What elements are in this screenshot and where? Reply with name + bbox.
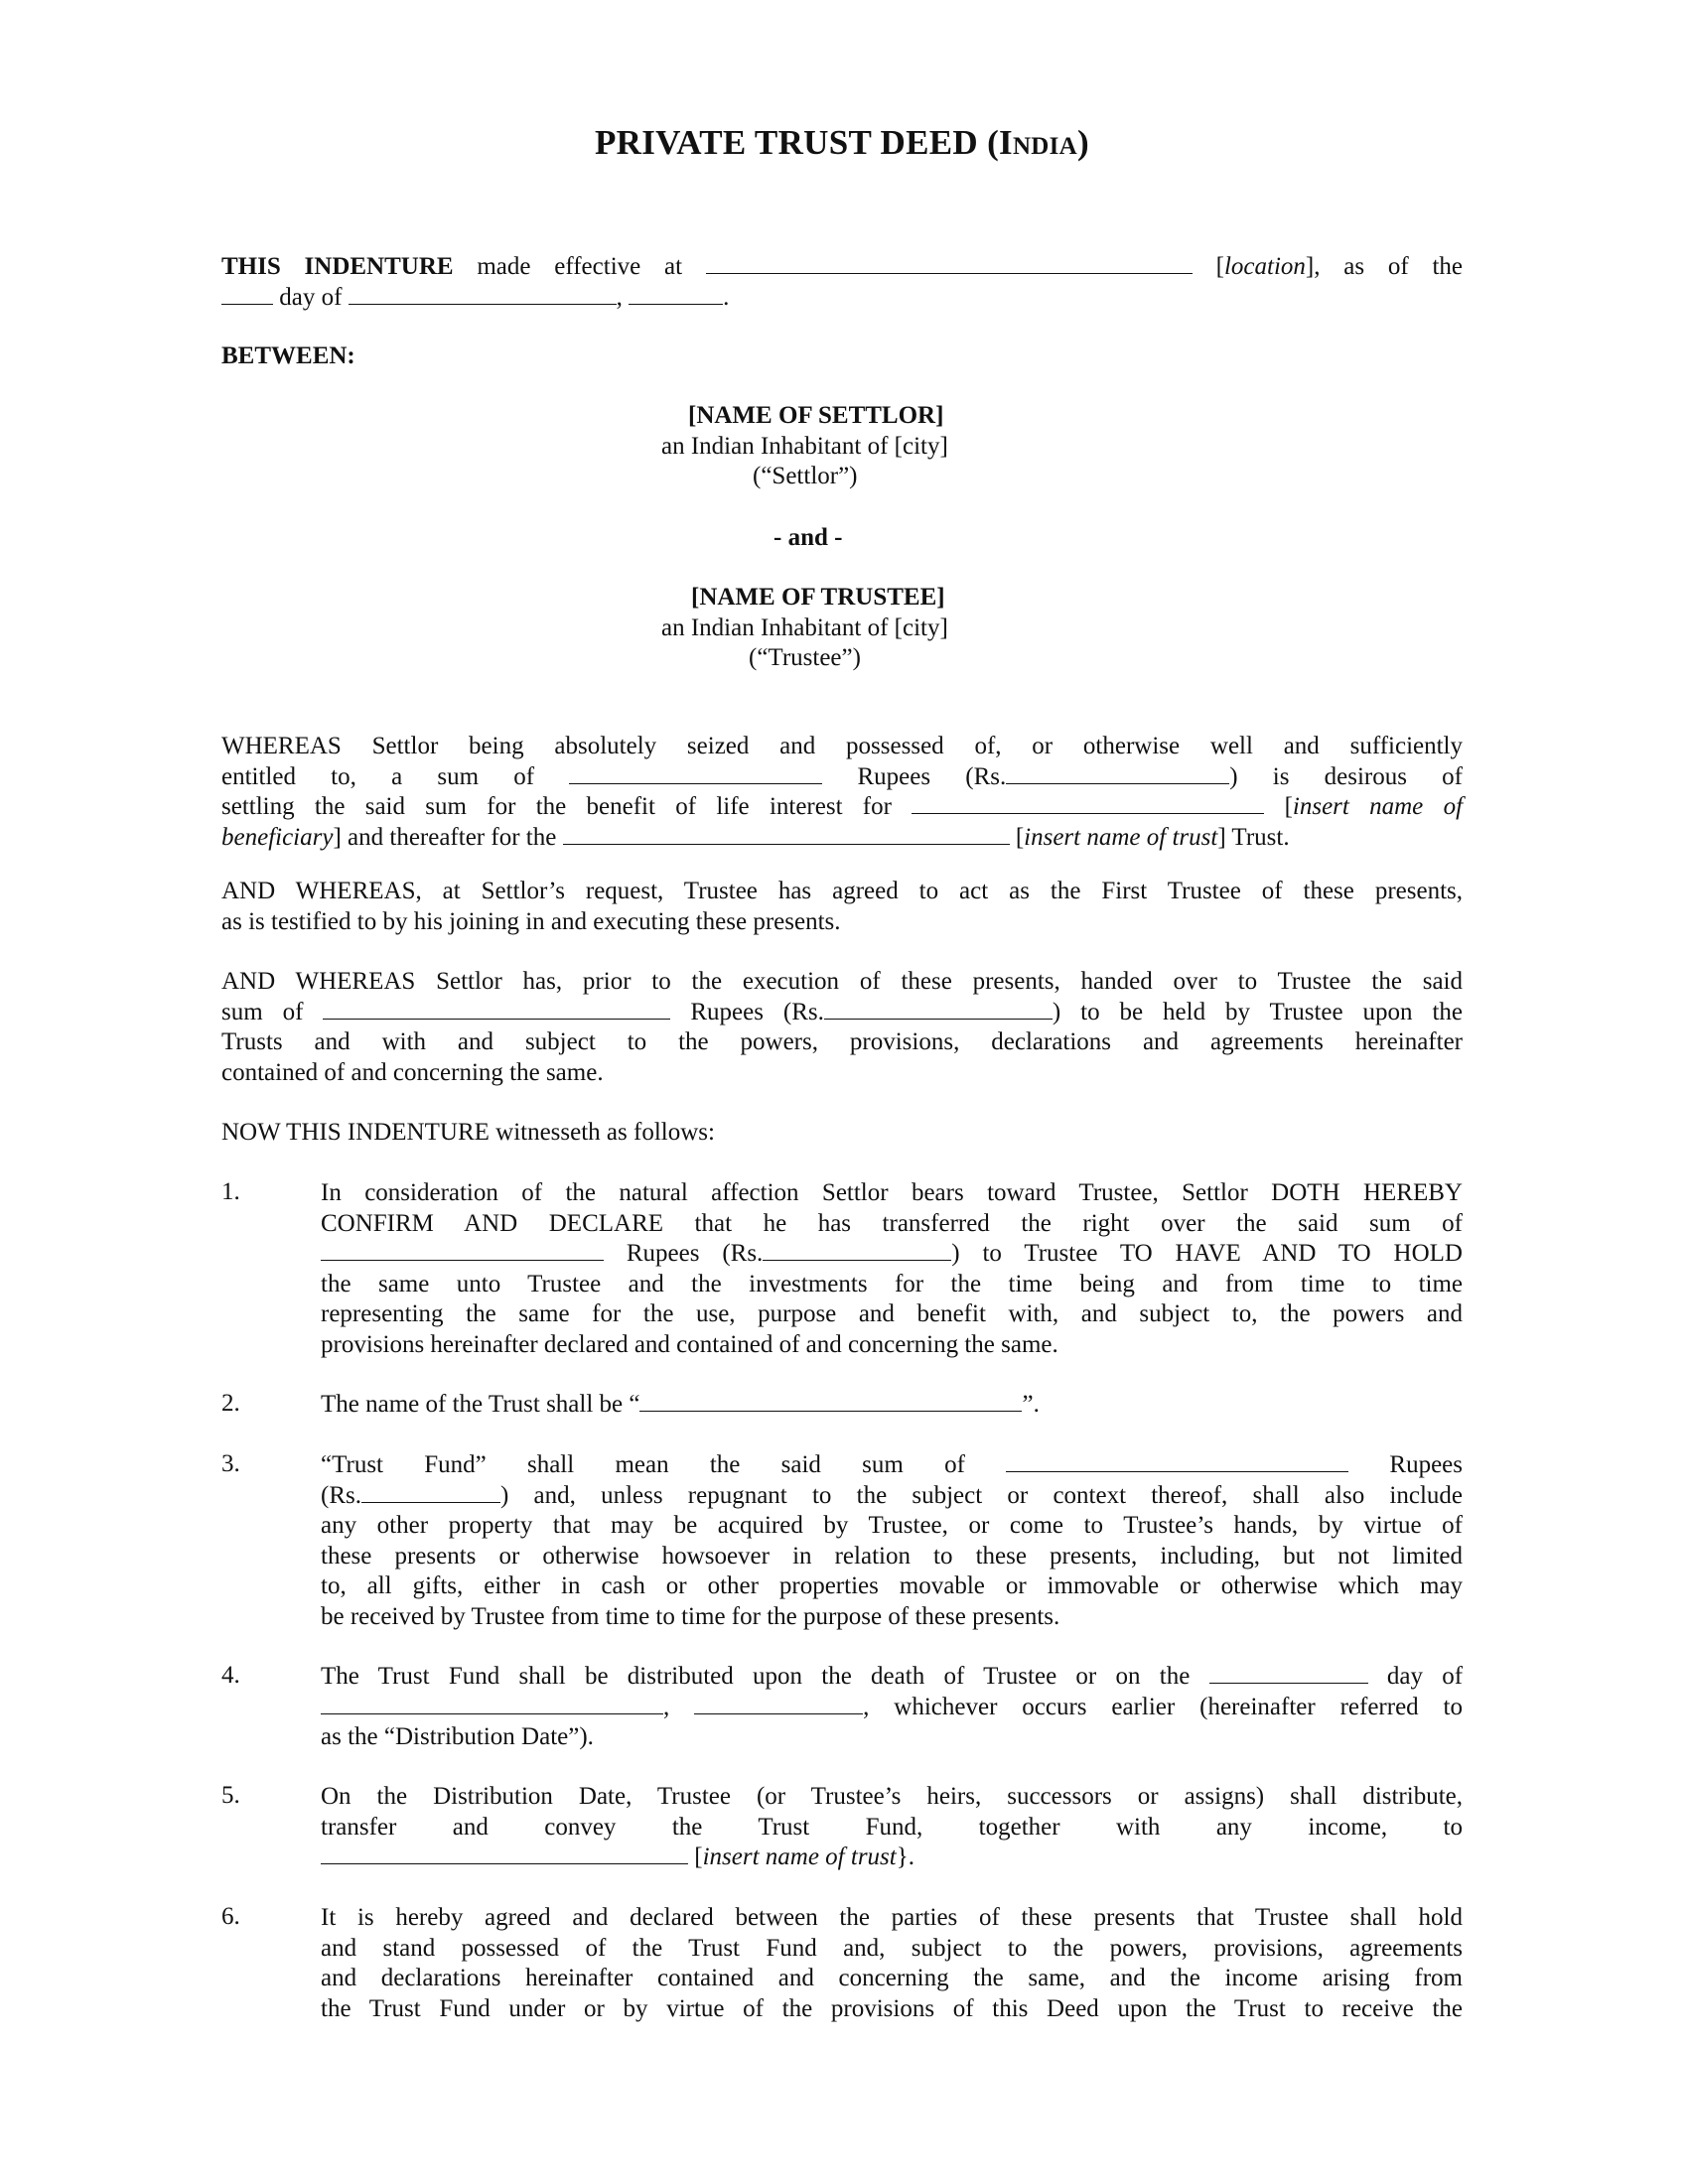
location-blank (706, 253, 1193, 274)
clause-number: 4. (221, 1662, 240, 1689)
trust-name-blank (639, 1391, 1022, 1412)
between-heading: BETWEEN: (221, 342, 355, 369)
month-blank (349, 284, 617, 305)
clause-number: 2. (221, 1390, 240, 1417)
clause-number: 6. (221, 1903, 240, 1930)
and-separator: - and - (774, 524, 843, 551)
clause-number: 5. (221, 1782, 240, 1809)
whereas-paragraph-1: WHEREAS Settlor being absolutely seized and possessed of, or otherwise well and sufficiently entitled to, a sum of Rupees (Rs. ) is desirous of settling the said sum for the benefit of life interest for [insert name of beneficiary] and thereafter for the [insert name of trust] Trust. (221, 733, 1464, 851)
clause-number: 3. (221, 1450, 240, 1477)
clause-4: The Trust Fund shall be distributed upon the death of Trustee or on the day of , , whichever occurs earlier (hereinafter referred to as the “Distribution Date”). (321, 1663, 1464, 1750)
clause-3: “Trust Fund” shall mean the said sum of Rupees (Rs. ) and, unless repugnant to the subject or context thereof, shall also include any other property that may be acquired by Trustee, or come to Trustee’s hands, by virtue of these presents or otherwise howsoever in relation to these presents, including, but not limited to, all gifts, either in cash or other properties movable or immovable or otherwise which may be received by Trustee from time to time for the purpose of these presents. (321, 1451, 1464, 1630)
clause-5: On the Distribution Date, Trustee (or Trustee’s heirs, successors or assigns) shall distribute, transfer and convey the Trust Fund, together with any income, to [insert name of trust}. (321, 1783, 1463, 1870)
whereas-paragraph-3: AND WHEREAS Settlor has, prior to the execution of these presents, handed over to Trustee the said sum of Rupees (Rs. ) to be held by Trustee upon the Trusts and with and subject to the powers, provisions, declarations and agreements hereinafter contained of and concerning the same. (221, 968, 1464, 1086)
document-title: PRIVATE TRUST DEED (India) (595, 123, 1089, 162)
clause-1: In consideration of the natural affection Settlor bears toward Trustee, Settlor DOTH HEREBY CONFIRM AND DECLARE that he has transferred the right over the said sum of Rupees (Rs. ) to Trustee TO HAVE AND TO HOLD the same unto Trustee and the investments for the time being and from time to time representing the same for the use, purpose and benefit with, and subject to, the powers and provisions hereinafter declared and contained of and concerning the same. (321, 1179, 1463, 1358)
title-country: (India) (987, 123, 1089, 162)
clause-2: The name of the Trust shall be “ ”. (321, 1391, 1040, 1418)
witnesseth-line: NOW THIS INDENTURE witnesseth as follows: (221, 1119, 715, 1146)
settlor-block: [NAME OF SETTLOR] an Indian Inhabitant of [city] (“Settlor”) (661, 402, 948, 489)
intro-paragraph: THIS INDENTURE made effective at [location], as of the day of , . (221, 253, 1463, 311)
clause-number: 1. (221, 1178, 240, 1205)
clause-6: It is hereby agreed and declared between the parties of these presents that Trustee shall hold and stand possessed of the Trust Fund and, subject to the powers, provisions, agreements and declarations hereinafter contained and concerning the same, and the income arising from the Trust Fund under or by virtue of the provisions of this Deed upon the Trust to receive the (321, 1904, 1463, 2022)
whereas-paragraph-2: AND WHEREAS, at Settlor’s request, Trustee has agreed to act as the First Trustee of these presents, as is testified to by his joining in and executing these presents. (221, 878, 1463, 935)
trustee-block: [NAME OF TRUSTEE] an Indian Inhabitant of [city] (“Trustee”) (661, 584, 948, 671)
year-blank (629, 284, 723, 305)
day-blank (221, 284, 273, 305)
